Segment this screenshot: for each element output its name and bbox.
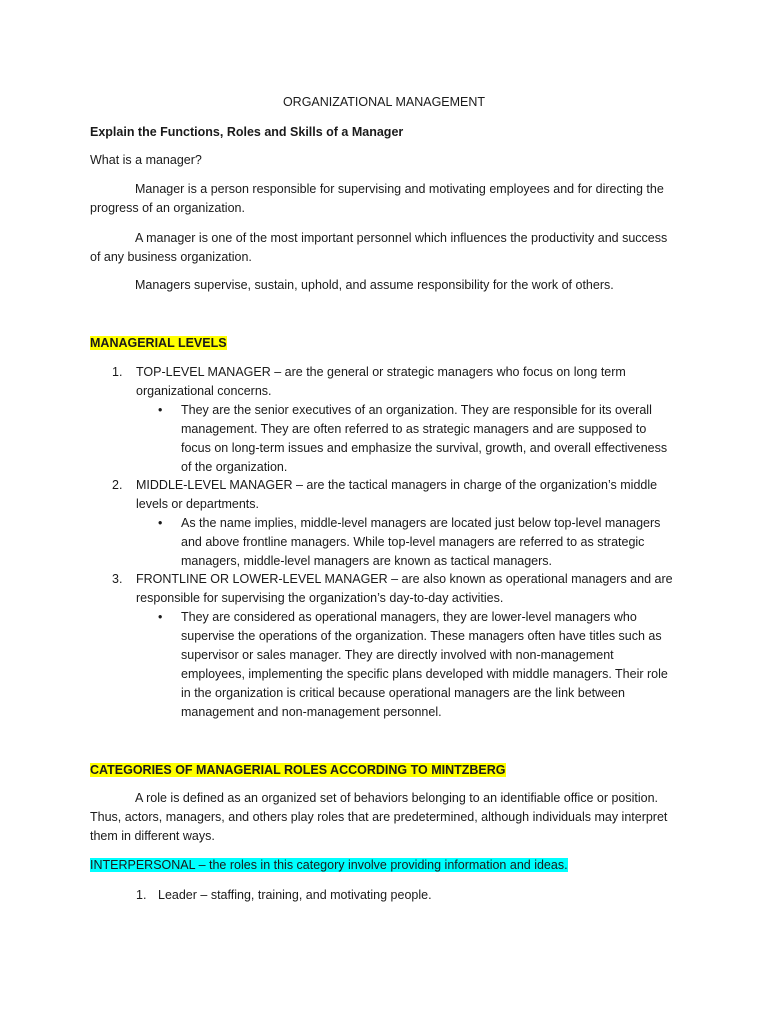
document-subtitle: Explain the Functions, Roles and Skills of a Manager [90,125,404,139]
interpersonal-line [90,856,680,875]
paragraph-manager-definition: Manager is a person responsible for supervising and motivating employees and for directing the progress of an organization. [90,182,664,215]
question-text: What is a manager? [90,153,202,167]
list-number: 2. [112,478,123,492]
bullet-icon: • [158,516,163,530]
highlighted-interpersonal-text: INTERPERSONAL – the roles in this category involve providing information and ideas. [90,858,568,872]
bullet-text-middle-level: As the name implies, middle-level managers are located just below top-level managers and above frontline managers. While top-level managers are referred to as strategic managers, middle-level managers are known as tactical managers. [181,516,661,568]
highlighted-heading-text: CATEGORIES OF MANAGERIAL ROLES ACCORDING TO MINTZBERG [90,763,506,777]
bullet-text-frontline: They are considered as operational managers, they are lower-level managers who supervise the operations of the organization. These managers often have titles such as supervisor or sales manager. They are directly involved with non-management employees, implementing the specific plans developed with middle managers. Their role in the organization is critical because operational managers are the link between management and non-management personnel. [181,610,668,719]
section-heading-managerial-levels [90,334,227,353]
section-heading-mintzberg-roles [90,761,506,780]
paragraph-manager-duties: Managers supervise, sustain, uphold, and assume responsibility for the work of others. [135,278,614,292]
bullet-text-top-level: They are the senior executives of an organization. They are responsible for its overall management. They are often referred to as strategic managers and are supposed to focus on long-term issues and emphasize the survival, growth, and overall effectiveness of the organization. [181,403,668,474]
list-item-frontline-manager: FRONTLINE OR LOWER-LEVEL MANAGER – are also known as operational managers and are responsible for supervising the organization’s day-to-day activities. [136,572,673,605]
list-number: 3. [112,572,123,586]
paragraph-role-definition: A role is defined as an organized set of behaviors belonging to an identifiable office or position. Thus, actors, managers, and others play roles that are predetermined, although individuals may interpret them in different ways. [90,791,668,843]
bullet-icon: • [158,403,163,417]
list-item-middle-level-manager: MIDDLE-LEVEL MANAGER – are the tactical managers in charge of the organization’s middle levels or departments. [136,478,658,511]
bullet-icon: • [158,610,163,624]
highlighted-heading-text: MANAGERIAL LEVELS [90,336,227,350]
list-item-leader-role: Leader – staffing, training, and motivating people. [158,888,432,902]
list-item-top-level-manager: TOP-LEVEL MANAGER – are the general or strategic managers who focus on long term organizational concerns. [136,365,626,398]
paragraph-manager-importance: A manager is one of the most important personnel which influences the productivity and success of any business organization. [90,231,668,264]
list-number: 1. [112,365,123,379]
list-number: 1. [136,888,147,902]
document-title: ORGANIZATIONAL MANAGEMENT [282,95,486,109]
